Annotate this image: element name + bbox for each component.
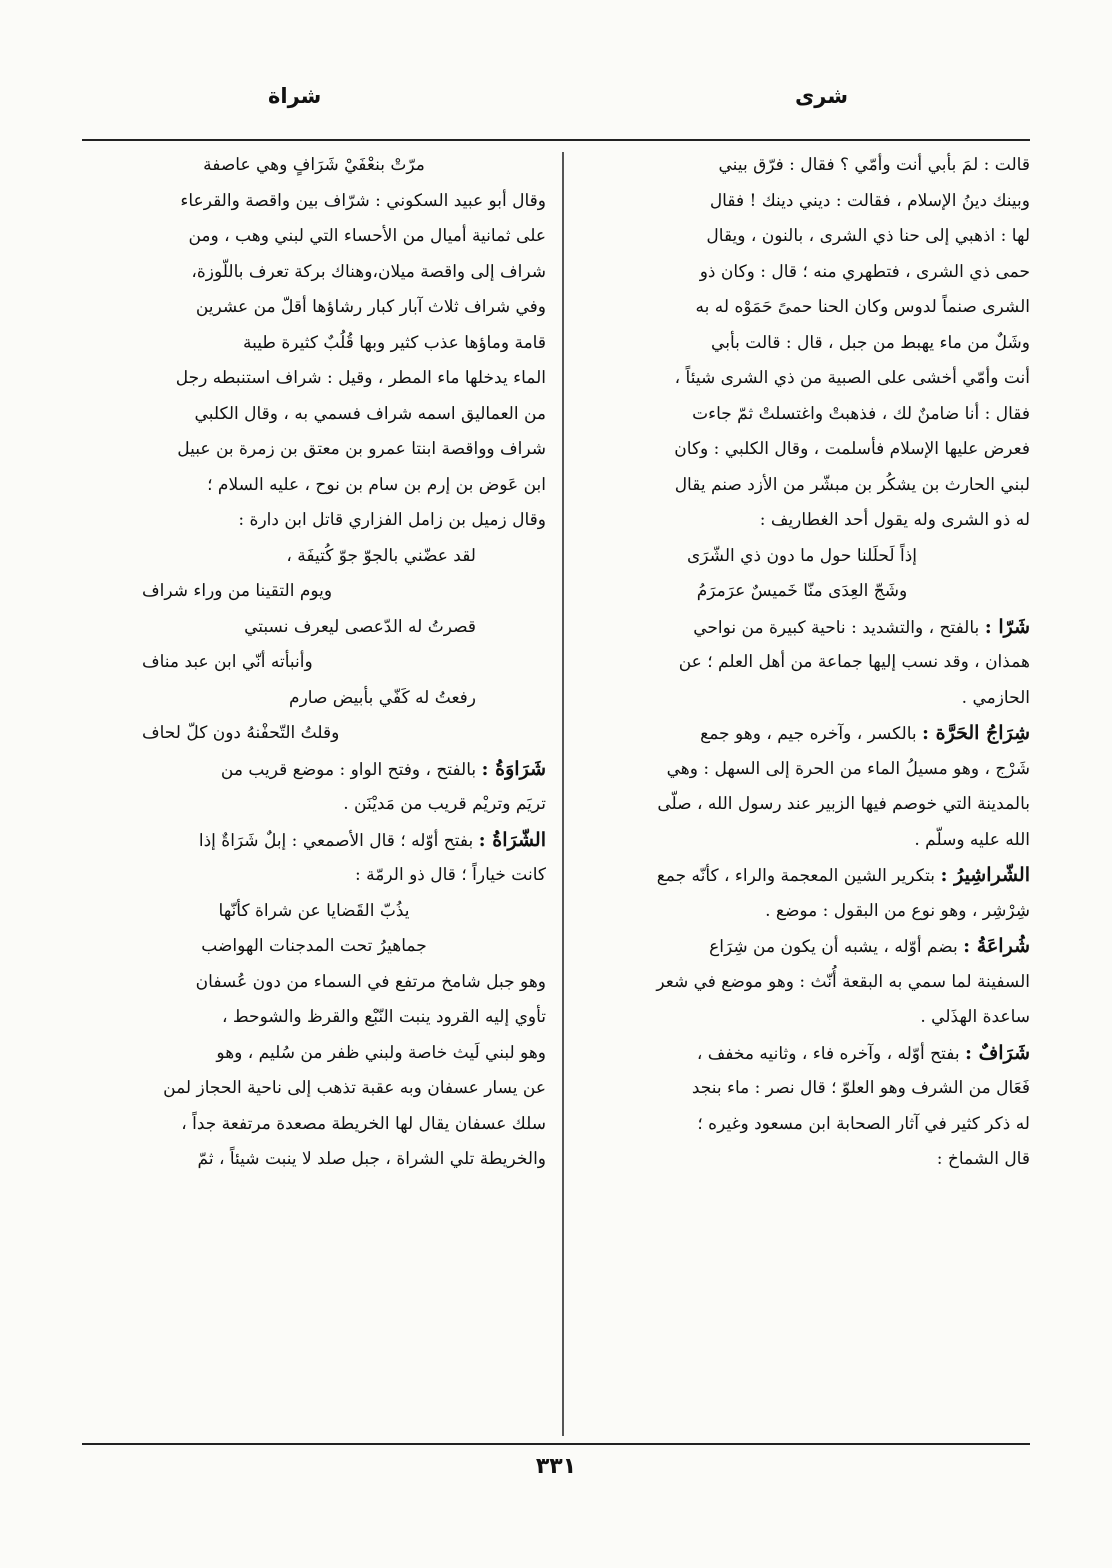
text-line: ساعدة الهذَلي .	[920, 1007, 1030, 1027]
entry-headword: الشّراشِيرُ :	[940, 864, 1030, 886]
right-column	[574, 148, 1030, 1438]
entry-headword: شَرَافٌ :	[964, 1041, 1030, 1064]
running-head-left: شراة	[268, 84, 322, 108]
top-rule	[82, 139, 1030, 141]
text-line: قالت : لمَ بأبي أنت وأمّي ؟ فقال : فرّق بيني	[718, 155, 1030, 175]
text-line: لها : اذهبي إلى حنا ذي الشرى ، بالنون ، ويقال	[706, 226, 1030, 246]
poem-line: قصرتُ له الدّعصى ليعرف نسبتي	[244, 616, 476, 637]
entry-headword: شَرَاوَةُ :	[481, 757, 546, 780]
text-line: السفينة لما سمي به البقعة أُنّث : وهو موضع في شعر	[656, 971, 1030, 992]
text-line: والخريطة تلي الشراة ، جبل صلد لا ينبت شيئاً ، ثمّ	[197, 1149, 546, 1169]
dictionary-entry	[82, 823, 546, 859]
entry-headword: الشّرَاةُ :	[478, 828, 546, 851]
text-line: شِرْشِر ، وهو نوع من البقول : موضع .	[765, 900, 1030, 921]
text-line: على ثمانية أميال من الأحساء التي لبني وهب ، ومن	[188, 226, 546, 246]
text-line: وقال زميل بن زامل الفزاري قاتل ابن دارة :	[238, 510, 546, 530]
entry-text: بالفتح ، وفتح الواو : موضع قريب من	[220, 759, 477, 780]
poem-line: وأنبأته أنّي ابن عبد مناف	[142, 652, 313, 672]
text-line: من العماليق اسمه شراف فسمي به ، وقال الكلبي	[194, 403, 546, 424]
text-line: شراف وواقصة ابنتا عمرو بن معتق بن زمرة بن عبيل	[177, 439, 546, 459]
verse-line: مرّتْ بنعْفَيْ شَرَافٍ وهي عاصفة	[203, 155, 425, 175]
text-line: أنت وأمّي أخشى على الصبية من ذي الشرى شيئاً ،	[674, 368, 1030, 388]
text-line: قال الشماخ :	[936, 1149, 1030, 1169]
text-line: شراف إلى واقصة ميلان،وهناك بركة تعرف باللّوزة،	[191, 261, 546, 282]
text-line: سلك عسفان يقال لها الخريطة مصعدة مرتفعة جداً ،	[181, 1113, 546, 1134]
poem-line: لقد عضّني بالجوّ جوّ كُتيفَة ،	[286, 545, 476, 566]
entry-text: بضم أوّله ، يشبه أن يكون من شِرَاع	[709, 937, 958, 957]
poem-line: رفعتُ له كَفّي بأبيض صارم	[289, 687, 476, 708]
text-line: الحازمي .	[961, 687, 1030, 708]
text-line: فعرض عليها الإسلام فأسلمت ، وقال الكلبي : وكان	[674, 439, 1030, 459]
dictionary-entry	[574, 1036, 1030, 1072]
text-line: له ذكر كثير في آثار الصحابة ابن مسعود وغيره ؛	[697, 1113, 1030, 1134]
page-number: ٣٣١	[535, 1454, 577, 1479]
text-line: بالمدينة التي خوصم فيها الزبير عند رسول الله ، صلّى	[657, 794, 1030, 814]
text-line: وشَلٌ من ماء يهبط من جبل ، قال : قالت بأبي	[711, 332, 1030, 353]
text-line: تأوي إليه القرود ينبت النّبْع والقرظ والشوحط ،	[222, 1007, 546, 1027]
poem-line: وقلتُ التّحفْنهُ دون كلّ لحاف	[142, 723, 340, 743]
text-line: همذان ، وقد نسب إليها جماعة من أهل العلم ؛ عن	[678, 652, 1030, 672]
left-column	[82, 148, 546, 1438]
entry-headword: شِرَاجُ الحَرَّة :	[922, 722, 1030, 744]
bottom-rule	[82, 1443, 1030, 1445]
verse-line: جماهيرُ تحت المدجنات الهواضب	[201, 936, 427, 956]
text-line: الشرى صنماً لدوس وكان الحنا حمىً حَمَوْه له به	[695, 297, 1030, 317]
text-line: فقال : أنا ضامنٌ لك ، فذهبتْ واغتسلتْ ثمّ جاءت	[692, 403, 1030, 424]
verse-line: وشَجّ العِدَى منّا خَميسٌ عرَمرَمُ	[696, 581, 908, 601]
text-line: ابن عَوض بن إرم بن سام بن نوح ، عليه السلام ؛	[207, 474, 546, 495]
verse-line: إذاً لَحلَلنا حول ما دون ذي الشّرَى	[687, 545, 917, 566]
entry-headword: شُراعَةُ :	[963, 935, 1030, 957]
text-line: لبني الحارث بن يشكُر بن مبشّر من الأزد صنم يقال	[674, 474, 1030, 495]
text-line: وهو لبني لَيث خاصة ولبني ظفر من سُليم ، وهو	[216, 1042, 546, 1063]
column-divider	[562, 152, 564, 1436]
text-line: عن يسار عسفان وبه عقبة تذهب إلى ناحية الحجاز لمن	[163, 1078, 546, 1098]
text-line: فَعَال من الشرف وهو العلوّ ؛ قال نصر : ماء بنجد	[691, 1078, 1030, 1098]
dictionary-entry	[574, 610, 1030, 646]
text-line: شَرْج ، وهو مسيلُ الماء من الحرة إلى السهل : وهي	[666, 758, 1030, 779]
text-line: وهو جبل شامخ مرتفع في السماء من دون عُسفان	[195, 971, 546, 992]
text-line: وفي شراف ثلاث آبار كبار رشاؤها أقلّ من عشرين	[195, 297, 546, 317]
text-line: له ذو الشرى وله يقول أحد الغطاريف :	[759, 510, 1030, 530]
text-line: وبينك دينُ الإسلام ، فقالت : ديني دينك ! فقال	[709, 190, 1030, 211]
dictionary-entry	[82, 752, 546, 788]
entry-text: بفتح أوّله ؛ قال الأصمعي : إبلٌ شَرَاةٌ إذا	[198, 830, 474, 851]
entry-text: بالفتح ، والتشديد : ناحية كبيرة من نواحي	[693, 617, 980, 638]
text-line: وقال أبو عبيد السكوني : شرّاف بين واقصة والقرعاء	[180, 190, 546, 211]
text-line: حمى ذي الشرى ، فتطهري منه ؛ قال : وكان ذو	[699, 261, 1030, 282]
entry-text: بالكسر ، وآخره جيم ، وهو جمع	[700, 724, 917, 744]
poem-line: ويوم التقينا من وراء شراف	[142, 581, 333, 601]
entry-headword: شَرّا :	[984, 615, 1030, 638]
dictionary-entry	[574, 929, 1030, 965]
text-line: كانت خياراً ؛ قال ذو الرمّة :	[355, 865, 546, 885]
text-line: الماء يدخلها ماء المطر ، وقيل : شراف استنبطه رجل	[175, 368, 546, 388]
dictionary-entry	[574, 858, 1030, 894]
entry-text: بتكرير الشين المعجمة والراء ، كأنّه جمع	[656, 866, 936, 886]
running-head-right: شرى	[795, 84, 848, 108]
text-line: قامة وماؤها عذب كثير وبها قُلُبٌ كثيرة طيبة	[243, 332, 546, 353]
entry-text: بفتح أوّله ، وآخره فاء ، وثانيه مخفف ،	[696, 1043, 960, 1064]
verse-line: يذُبّ القَضايا عن شراة كأنّها	[218, 900, 410, 921]
dictionary-entry	[574, 716, 1030, 752]
text-line: الله عليه وسلّم .	[914, 829, 1030, 850]
text-line: تريَم وتريْم قريب من مَديْنَن .	[343, 794, 546, 814]
